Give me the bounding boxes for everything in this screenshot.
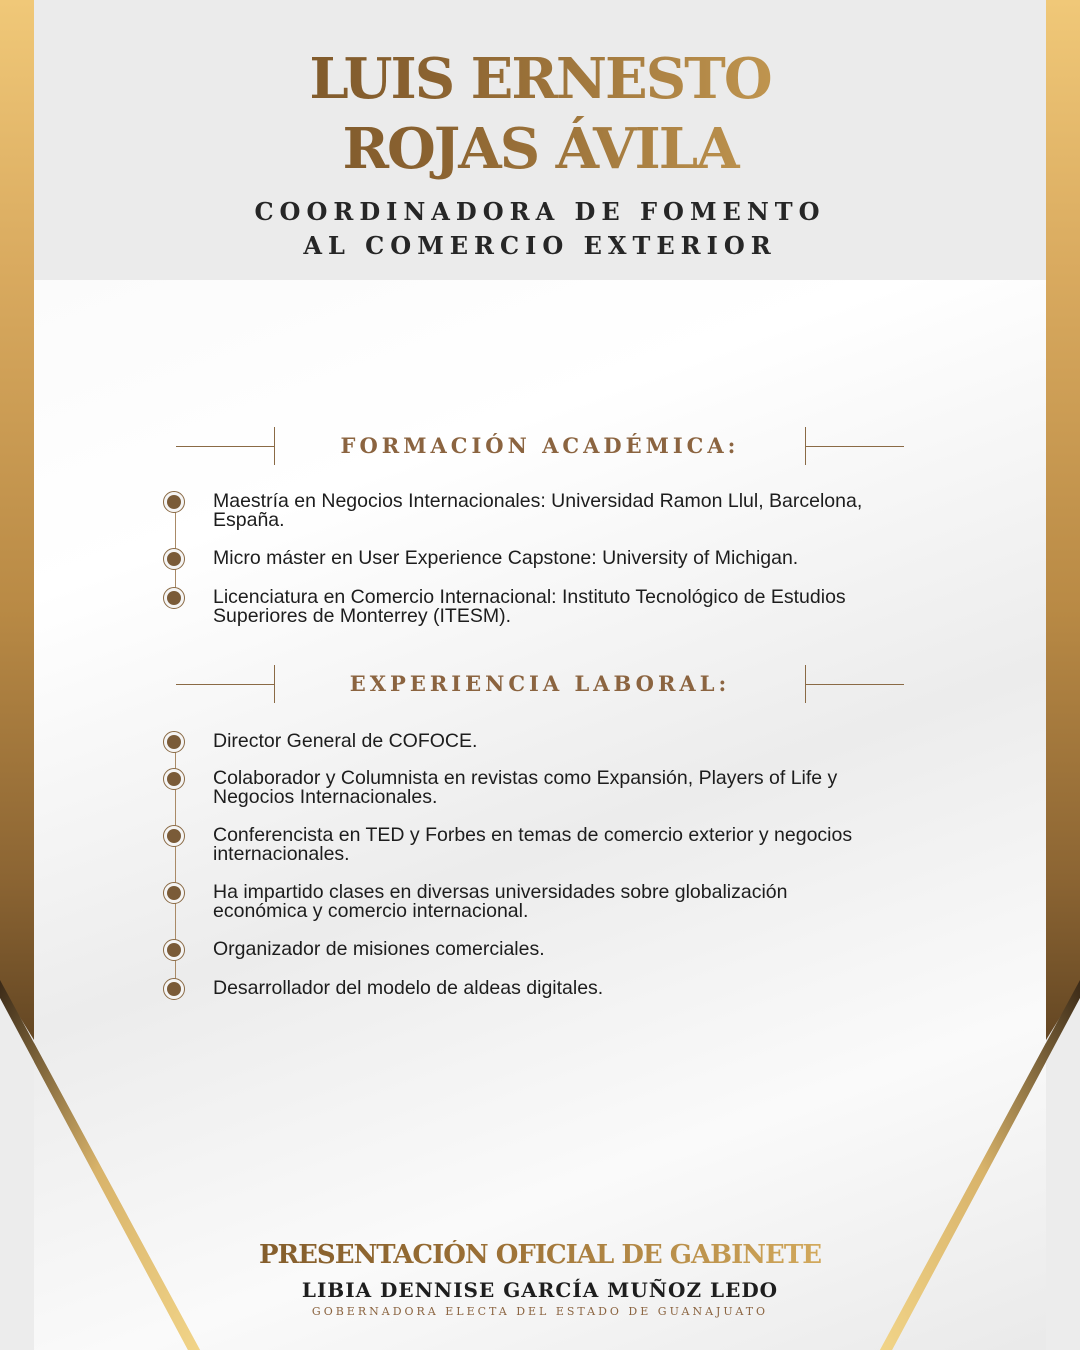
person-name-line2: ROJAS ÁVILA <box>0 116 1080 182</box>
divider-line <box>806 684 904 685</box>
divider-line <box>806 446 904 447</box>
footer-subtitle: GOBERNADORA ELECTA DEL ESTADO DE GUANAJUATO <box>311 1305 769 1318</box>
list-item-text: Desarrollador del modelo de aldeas digitales. <box>213 977 604 999</box>
experience-title: EXPERIENCIA LABORAL: <box>349 671 731 696</box>
list-item-text: Licenciatura en Comercio Internacional: Instituto Tecnológico de Estudios Superiores de Monterrey (ITESM). <box>213 586 846 627</box>
list-item-text: Colaborador y Columnista en revistas como Expansión, Players of Life y Negocios Internacionales. <box>213 767 838 808</box>
footer-title: PRESENTACIÓN OFICIAL DE GABINETE <box>0 1240 1080 1270</box>
bullet-icon <box>163 548 185 570</box>
bullet-icon <box>163 587 185 609</box>
person-name-line1: LUIS ERNESTO <box>0 46 1080 112</box>
bullet-icon <box>163 768 185 790</box>
education-list <box>160 490 880 627</box>
bullet-icon <box>163 939 185 961</box>
education-title: FORMACIÓN ACADÉMICA: <box>340 433 740 458</box>
list-item-text: Organizador de misiones comerciales. <box>213 938 545 960</box>
bullet-icon <box>163 825 185 847</box>
bullet-icon <box>163 882 185 904</box>
list-item-text: Ha impartido clases en diversas universidades sobre globalización económica y comercio internacional. <box>213 881 788 922</box>
list-item-text: Director General de COFOCE. <box>213 730 478 752</box>
bullet-icon <box>163 731 185 753</box>
bullet-icon <box>163 491 185 513</box>
list-item-text: Conferencista en TED y Forbes en temas de comercio exterior y negocios internacionales. <box>213 824 853 865</box>
list-item-text: Micro máster en User Experience Capstone: University of Michigan. <box>213 547 799 569</box>
bullet-icon <box>163 978 185 1000</box>
footer-name: LIBIA DENNISE GARCÍA MUÑOZ LEDO <box>301 1278 779 1302</box>
experience-section-header <box>176 665 904 705</box>
role-line1: COORDINADORA DE FOMENTO <box>254 197 826 226</box>
list-item-text: Maestría en Negocios Internacionales: Universidad Ramon Llul, Barcelona, España. <box>213 490 863 531</box>
education-section-header <box>176 427 904 467</box>
experience-list <box>160 731 880 1011</box>
role-line2: AL COMERCIO EXTERIOR <box>303 231 777 260</box>
